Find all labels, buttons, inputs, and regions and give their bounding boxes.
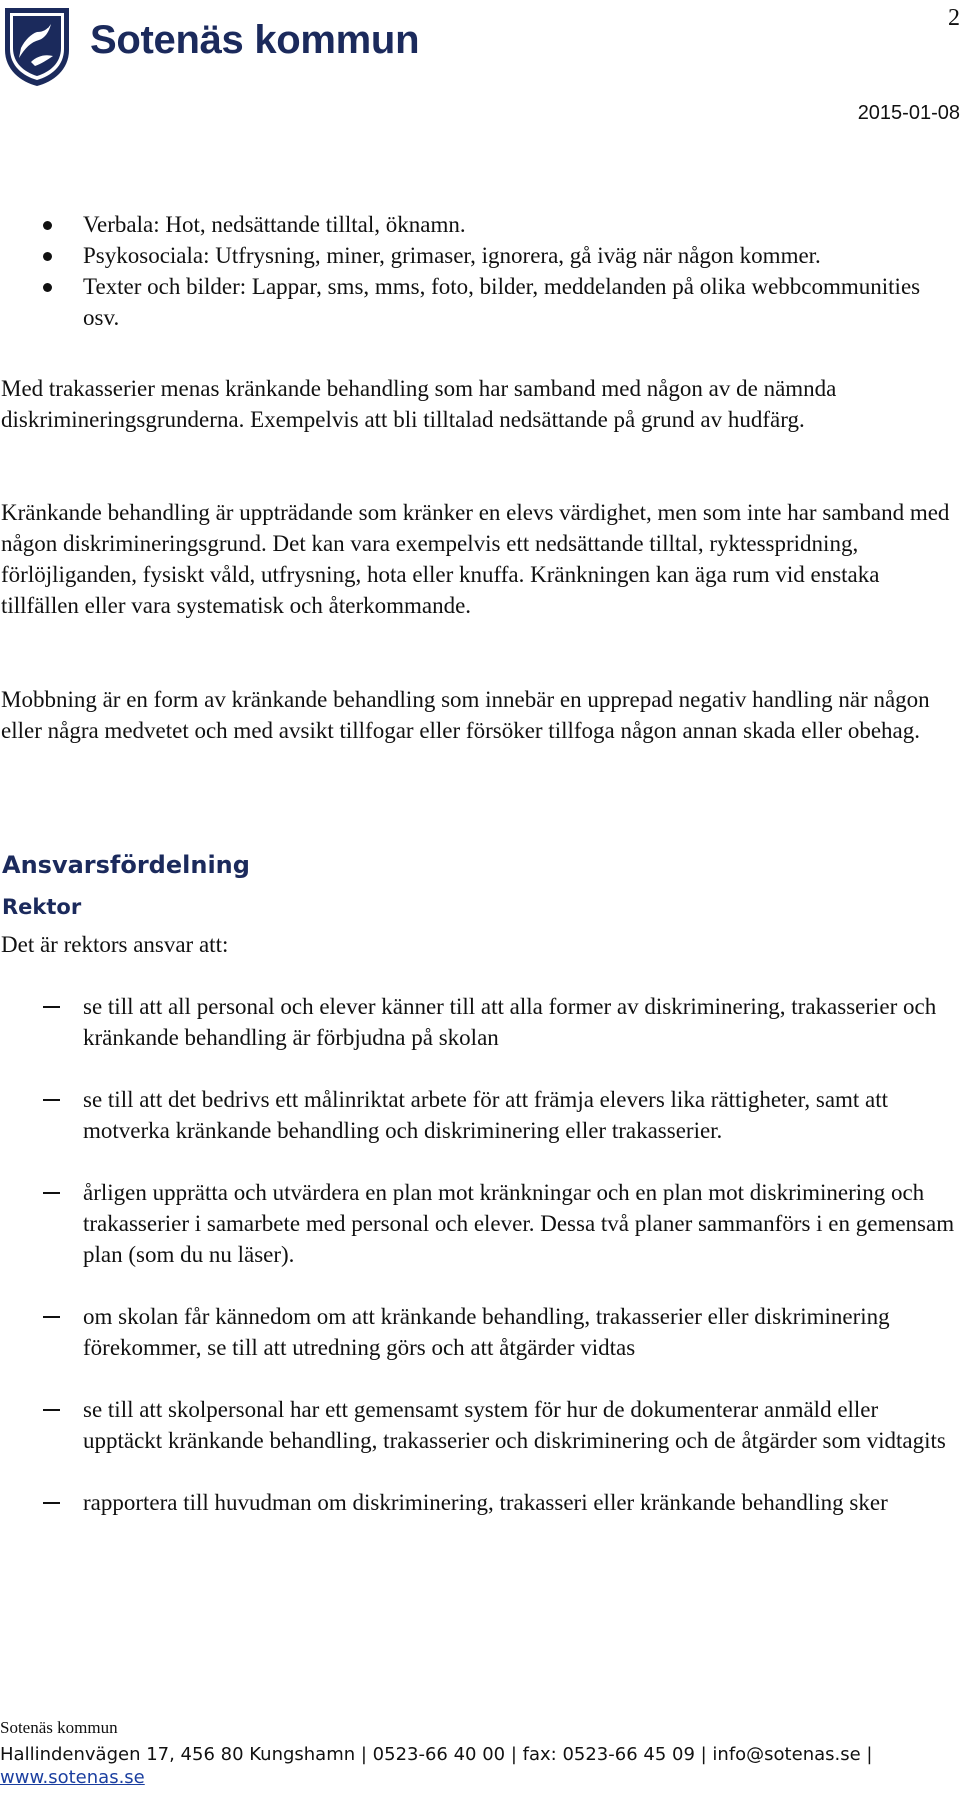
footer-website-link[interactable]: www.sotenas.se bbox=[0, 1767, 145, 1788]
subsection-heading: Rektor bbox=[2, 895, 82, 919]
dash-icon bbox=[43, 1192, 60, 1194]
section-heading: Ansvarsfördelning bbox=[2, 851, 250, 879]
list-item bbox=[0, 991, 960, 1053]
list-item bbox=[0, 1301, 960, 1363]
page-footer bbox=[0, 1718, 960, 1789]
list-item bbox=[0, 271, 960, 333]
dash-icon bbox=[43, 1316, 60, 1318]
bullet-list bbox=[0, 209, 960, 333]
page-number: 2 bbox=[948, 5, 960, 31]
sotenas-coat-of-arms-icon bbox=[1, 4, 73, 88]
footer-contact: Hallindenvägen 17, 456 80 Kungshamn | 0523-66 40 00 | fax: 0523-66 45 09 | info@sotenas.se | bbox=[0, 1744, 873, 1765]
duty-list bbox=[0, 991, 960, 1549]
page-header bbox=[0, 0, 960, 140]
dash-icon bbox=[43, 1099, 60, 1101]
list-item bbox=[0, 209, 960, 240]
paragraph-mobbning: Mobbning är en form av kränkande behandling som innebär en upprepad negativ handling när någon eller några medvetet och med avsikt tillfogar eller försöker tillfoga någon annan skada eller obehag. bbox=[1, 687, 930, 743]
list-item-text: Verbala: Hot, nedsättande tilltal, öknamn. bbox=[83, 212, 466, 237]
dash-icon bbox=[43, 1006, 60, 1008]
list-item-text: Psykosociala: Utfrysning, miner, grimaser, ignorera, gå iväg när någon kommer. bbox=[83, 243, 821, 268]
list-item-text: om skolan får kännedom om att kränkande behandling, trakasserier eller diskriminering förekommer, se till att utredning görs och att åtgärder vidtas bbox=[83, 1304, 890, 1360]
bullet-icon bbox=[43, 252, 52, 261]
list-item-text: Texter och bilder: Lappar, sms, mms, foto, bilder, meddelanden på olika webbcommunities osv. bbox=[83, 274, 921, 330]
bullet-icon bbox=[43, 283, 52, 292]
footer-organization: Sotenäs kommun bbox=[0, 1718, 118, 1737]
paragraph-krankande-behandling: Kränkande behandling är uppträdande som kränker en elevs värdighet, men som inte har samband med någon diskrimineringsgrund. Det kan vara exempelvis ett nedsättande tilltal, ryktesspridning, förlöjliganden, fysiskt våld, utfrysning, hota eller knuffa. Kränkningen kan äga rum vid enstaka tillfällen eller vara systematisk och återkommande. bbox=[1, 500, 950, 618]
list-item-text: rapportera till huvudman om diskriminering, trakasseri eller kränkande behandling sker bbox=[83, 1490, 888, 1515]
list-item bbox=[0, 1487, 960, 1518]
bullet-icon bbox=[43, 221, 52, 230]
brand-name: Sotenäs kommun bbox=[90, 18, 420, 62]
document-date: 2015-01-08 bbox=[857, 102, 960, 124]
dash-icon bbox=[43, 1409, 60, 1411]
list-item-text: se till att all personal och elever känner till att alla former av diskriminering, trakasserier och kränkande behandling är förbjudna på skolan bbox=[83, 994, 937, 1050]
list-item bbox=[0, 1394, 960, 1456]
paragraph-trakasserier: Med trakasserier menas kränkande behandling som har samband med någon av de nämnda diskrimineringsgrunderna. Exempelvis att bli tilltalad nedsättande på grund av hudfärg. bbox=[1, 376, 837, 432]
list-item bbox=[0, 1177, 960, 1270]
section-intro: Det är rektors ansvar att: bbox=[1, 932, 229, 957]
list-item-text: årligen upprätta och utvärdera en plan mot kränkningar och en plan mot diskriminering och trakasserier i samarbete med personal och elever. Dessa två planer sammanförs i en gemensam plan (som du nu läser). bbox=[83, 1180, 955, 1267]
dash-icon bbox=[43, 1502, 60, 1504]
list-item-text: se till att skolpersonal har ett gemensamt system för hur de dokumenterar anmäld eller upptäckt kränkande behandling, trakasserier och diskriminering och de åtgärder som vidtagits bbox=[83, 1397, 946, 1453]
list-item-text: se till att det bedrivs ett målinriktat arbete för att främja elevers lika rättigheter, samt att motverka kränkande behandling och diskriminering eller trakasserier. bbox=[83, 1087, 889, 1143]
list-item bbox=[0, 240, 960, 271]
list-item bbox=[0, 1084, 960, 1146]
